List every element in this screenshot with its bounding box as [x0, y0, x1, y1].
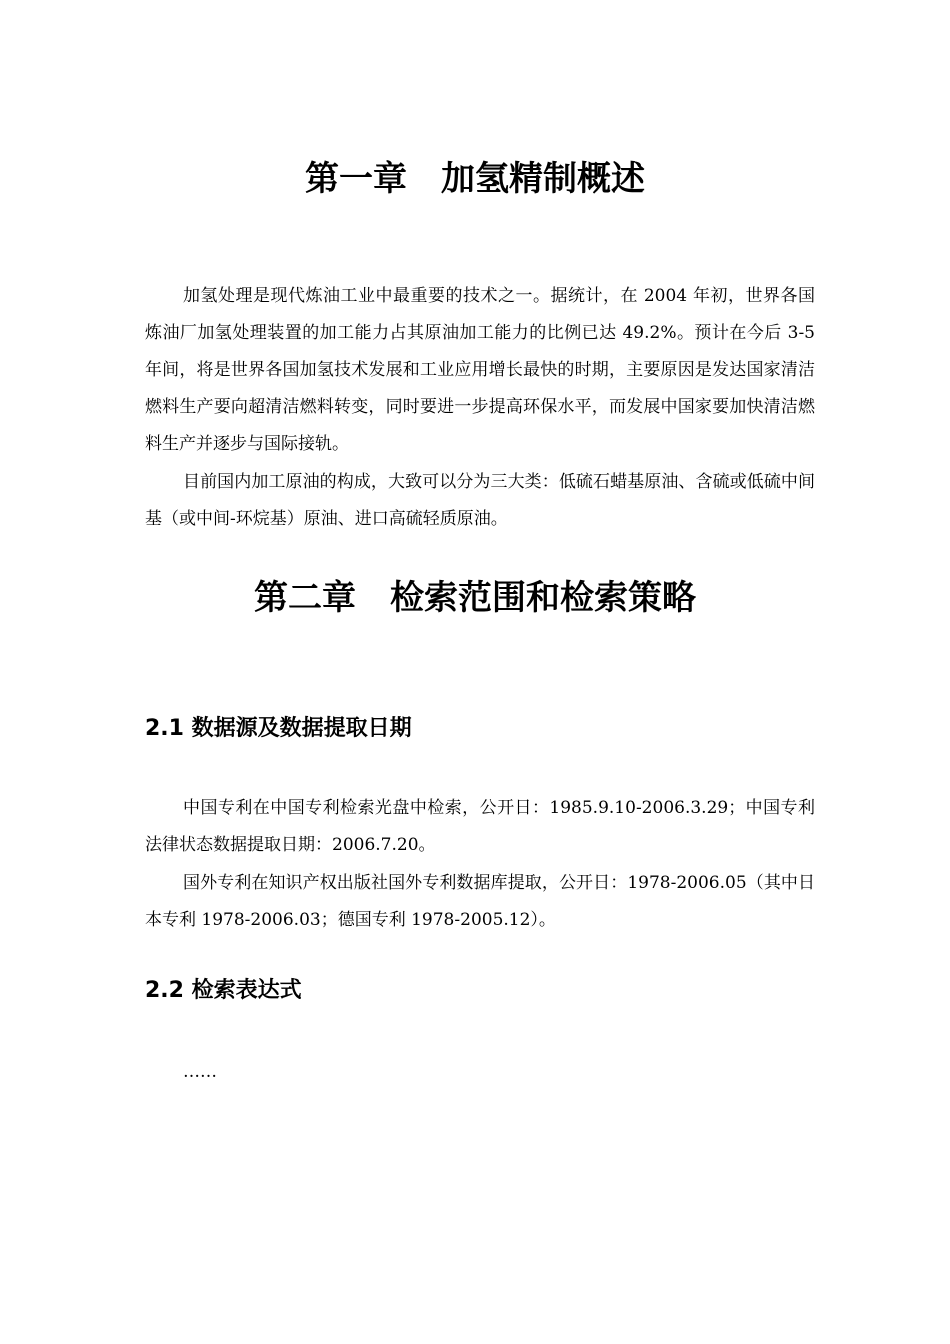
section-2-1-paragraph-1: 中国专利在中国专利检索光盘中检索，公开日：1985.9.10-2006.3.29；中国专利法律状态数据提取日期：2006.7.20。 — [145, 798, 815, 855]
chapter-1-paragraph-2: 目前国内加工原油的构成，大致可以分为三大类：低硫石蜡基原油、含硫或低硫中间基（或中间-环烷基）原油、进口高硫轻质原油。 — [145, 472, 815, 529]
chapter-1-paragraph-1: 加氢处理是现代炼油工业中最重要的技术之一。据统计，在 2004 年初，世界各国炼油厂加氢处理装置的加工能力占其原油加工能力的比例已达 49.2%。预计在今后 3-5 年间，将是世界各国加氢技术发展和工业应用增长最快的时期，主要原因是发达国家清洁燃料生产要向超清洁燃料转变，同时要进一步提高环保水平，而发展中国家要加快清洁燃料生产并逐步与国际接轨。 — [145, 286, 815, 454]
section-2-2-title: 2.2 检索表达式 — [145, 978, 302, 1003]
section-2-1-paragraph-2: 国外专利在知识产权出版社国外专利数据库提取，公开日：1978-2006.05（其中日本专利 1978-2006.03；德国专利 1978-2005.12）。 — [145, 873, 815, 930]
section-2-1-title: 2.1 数据源及数据提取日期 — [145, 716, 412, 741]
chapter-1-title: 第一章 加氢精制概述 — [305, 159, 645, 199]
section-2-2-ellipsis: …… — [183, 1062, 217, 1082]
chapter-2-title: 第二章 检索范围和检索策略 — [254, 578, 696, 618]
